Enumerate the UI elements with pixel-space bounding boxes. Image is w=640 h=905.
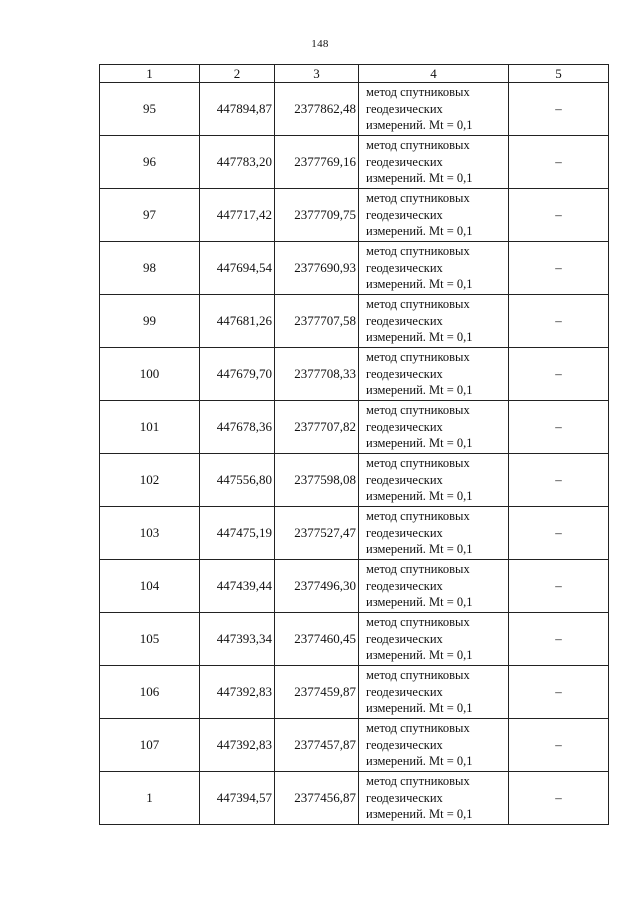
table-row (100, 454, 609, 507)
method-line: измерений. Mt = 0,1 (366, 277, 473, 292)
x-coordinate-cell: 447556,80 (200, 454, 275, 507)
table-body (100, 83, 609, 825)
note-cell: – (509, 560, 609, 613)
method-cell (359, 295, 509, 348)
method-cell (359, 613, 509, 666)
note-cell: – (509, 507, 609, 560)
x-coordinate-cell: 447717,42 (200, 189, 275, 242)
method-line: измерений. Mt = 0,1 (366, 436, 473, 451)
x-coordinate-cell: 447475,19 (200, 507, 275, 560)
note-cell: – (509, 613, 609, 666)
y-coordinate-cell: 2377707,82 (275, 401, 359, 454)
y-coordinate-cell: 2377457,87 (275, 719, 359, 772)
table-row (100, 613, 609, 666)
point-cell: 97 (100, 189, 200, 242)
y-coordinate-cell: 2377707,58 (275, 295, 359, 348)
method-line: метод спутниковых (366, 562, 470, 577)
point-cell: 100 (100, 348, 200, 401)
method-line: измерений. Mt = 0,1 (366, 701, 473, 716)
x-coordinate-cell: 447393,34 (200, 613, 275, 666)
header-col-3: 3 (275, 65, 359, 83)
y-coordinate-cell: 2377496,30 (275, 560, 359, 613)
point-cell: 102 (100, 454, 200, 507)
method-cell (359, 189, 509, 242)
method-line: метод спутниковых (366, 297, 470, 312)
method-line: геодезических (366, 472, 443, 487)
method-line: измерений. Mt = 0,1 (366, 489, 473, 504)
point-cell: 98 (100, 242, 200, 295)
point-cell: 96 (100, 136, 200, 189)
method-line: измерений. Mt = 0,1 (366, 595, 473, 610)
coordinates-table (99, 64, 609, 825)
note-cell: – (509, 401, 609, 454)
note-cell: – (509, 348, 609, 401)
method-line: геодезических (366, 366, 443, 381)
method-cell (359, 136, 509, 189)
header-col-1: 1 (100, 65, 200, 83)
table-row (100, 189, 609, 242)
note-cell: – (509, 295, 609, 348)
note-cell: – (509, 189, 609, 242)
method-cell (359, 560, 509, 613)
method-cell (359, 83, 509, 136)
method-line: геодезических (366, 260, 443, 275)
y-coordinate-cell: 2377460,45 (275, 613, 359, 666)
method-line: измерений. Mt = 0,1 (366, 648, 473, 663)
point-cell: 106 (100, 666, 200, 719)
note-cell: – (509, 83, 609, 136)
table-row (100, 666, 609, 719)
note-cell: – (509, 454, 609, 507)
table-row (100, 242, 609, 295)
point-cell: 95 (100, 83, 200, 136)
method-line: метод спутниковых (366, 721, 470, 736)
table-row (100, 401, 609, 454)
y-coordinate-cell: 2377769,16 (275, 136, 359, 189)
method-cell (359, 348, 509, 401)
point-cell: 1 (100, 772, 200, 825)
method-line: геодезических (366, 207, 443, 222)
method-line: метод спутниковых (366, 509, 470, 524)
point-cell: 99 (100, 295, 200, 348)
x-coordinate-cell: 447681,26 (200, 295, 275, 348)
method-line: измерений. Mt = 0,1 (366, 542, 473, 557)
y-coordinate-cell: 2377527,47 (275, 507, 359, 560)
table-row (100, 83, 609, 136)
method-line: геодезических (366, 578, 443, 593)
table-row (100, 348, 609, 401)
point-cell: 101 (100, 401, 200, 454)
method-line: метод спутниковых (366, 456, 470, 471)
header-col-4: 4 (359, 65, 509, 83)
method-line: геодезических (366, 790, 443, 805)
method-line: геодезических (366, 154, 443, 169)
method-line: измерений. Mt = 0,1 (366, 807, 473, 822)
point-cell: 103 (100, 507, 200, 560)
method-cell (359, 666, 509, 719)
method-line: метод спутниковых (366, 244, 470, 259)
point-cell: 105 (100, 613, 200, 666)
method-line: метод спутниковых (366, 615, 470, 630)
method-line: геодезических (366, 313, 443, 328)
table-row (100, 719, 609, 772)
x-coordinate-cell: 447894,87 (200, 83, 275, 136)
method-cell (359, 401, 509, 454)
y-coordinate-cell: 2377459,87 (275, 666, 359, 719)
point-cell: 107 (100, 719, 200, 772)
method-line: метод спутниковых (366, 668, 470, 683)
method-line: метод спутниковых (366, 191, 470, 206)
table-header (100, 65, 609, 83)
method-line: геодезических (366, 737, 443, 752)
y-coordinate-cell: 2377709,75 (275, 189, 359, 242)
method-cell (359, 772, 509, 825)
x-coordinate-cell: 447439,44 (200, 560, 275, 613)
method-line: метод спутниковых (366, 774, 470, 789)
x-coordinate-cell: 447394,57 (200, 772, 275, 825)
y-coordinate-cell: 2377690,93 (275, 242, 359, 295)
y-coordinate-cell: 2377708,33 (275, 348, 359, 401)
header-col-5: 5 (509, 65, 609, 83)
method-line: метод спутниковых (366, 403, 470, 418)
note-cell: – (509, 136, 609, 189)
x-coordinate-cell: 447783,20 (200, 136, 275, 189)
y-coordinate-cell: 2377598,08 (275, 454, 359, 507)
table-row (100, 136, 609, 189)
y-coordinate-cell: 2377456,87 (275, 772, 359, 825)
method-line: геодезических (366, 419, 443, 434)
method-line: измерений. Mt = 0,1 (366, 330, 473, 345)
note-cell: – (509, 666, 609, 719)
page-number: 148 (311, 38, 329, 50)
note-cell: – (509, 719, 609, 772)
x-coordinate-cell: 447694,54 (200, 242, 275, 295)
method-line: метод спутниковых (366, 85, 470, 100)
method-line: геодезических (366, 101, 443, 116)
point-cell: 104 (100, 560, 200, 613)
method-cell (359, 454, 509, 507)
note-cell: – (509, 242, 609, 295)
table-row (100, 560, 609, 613)
table-row (100, 507, 609, 560)
method-line: измерений. Mt = 0,1 (366, 171, 473, 186)
header-col-2: 2 (200, 65, 275, 83)
method-cell (359, 507, 509, 560)
header-row (100, 65, 609, 83)
method-line: метод спутниковых (366, 138, 470, 153)
method-line: измерений. Mt = 0,1 (366, 224, 473, 239)
method-cell (359, 242, 509, 295)
x-coordinate-cell: 447392,83 (200, 666, 275, 719)
method-line: измерений. Mt = 0,1 (366, 754, 473, 769)
x-coordinate-cell: 447392,83 (200, 719, 275, 772)
y-coordinate-cell: 2377862,48 (275, 83, 359, 136)
method-line: метод спутниковых (366, 350, 470, 365)
method-cell (359, 719, 509, 772)
table-row (100, 772, 609, 825)
x-coordinate-cell: 447678,36 (200, 401, 275, 454)
method-line: геодезических (366, 684, 443, 699)
note-cell: – (509, 772, 609, 825)
table-row (100, 295, 609, 348)
x-coordinate-cell: 447679,70 (200, 348, 275, 401)
method-line: измерений. Mt = 0,1 (366, 383, 473, 398)
method-line: геодезических (366, 631, 443, 646)
method-line: геодезических (366, 525, 443, 540)
method-line: измерений. Mt = 0,1 (366, 118, 473, 133)
